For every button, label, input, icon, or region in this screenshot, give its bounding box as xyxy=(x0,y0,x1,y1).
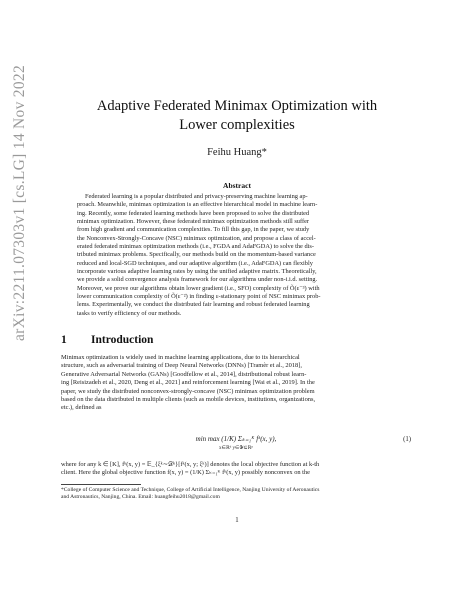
abstract-heading: Abstract xyxy=(223,181,251,190)
footnote-affiliation xyxy=(61,487,411,501)
author-name: Feihu Huang* xyxy=(207,147,267,158)
section-number: 1 xyxy=(61,334,67,346)
equation-1 xyxy=(61,431,411,455)
abstract-line: reduced and local-SGD techniques, and our adaptive algorithm (i.e., AdaFGDA) can flexibly xyxy=(77,259,313,267)
abstract-line: incorporate various adaptive learning rates by using the unified adaptive matrix. Theoretically, xyxy=(77,268,317,276)
abstract-line: the Nonconvex-Strongly-Concave (NSC) minimax optimization, and propose a class of accel- xyxy=(77,234,316,242)
abstract-line: ing. Recently, some federated learning methods have been proposed to solve the distributed xyxy=(77,209,310,217)
equation-expression xyxy=(61,435,411,451)
footnote-rule xyxy=(61,484,141,485)
abstract-text xyxy=(77,193,395,318)
introduction-paragraph xyxy=(61,354,411,413)
section-heading-introduction xyxy=(61,334,153,346)
footnote-line: *College of Computer Science and Technique, College of Artificial Intelligence, Nanjing University of Aeronautics xyxy=(61,487,320,493)
abstract-line: proach. Meanwhile, minimax optimization is an effective hierarchical model in machine learn- xyxy=(77,201,318,209)
equation-main: min max (1/K) Σₖ₌₁ᴷ fᵏ(x, y), xyxy=(195,435,277,443)
post-equation-paragraph xyxy=(61,461,411,478)
abstract-line: we provide a solid convergence analysis framework for our algorithms under non-i.i.d. setting. xyxy=(77,276,318,284)
equation-subscript: x∈ℝᵈ y∈𝒴⊆ℝᵖ xyxy=(218,446,254,451)
body-line: Minimax optimization is widely used in machine learning applications, due to its hierarchical xyxy=(61,354,300,361)
paper-title xyxy=(60,97,414,135)
abstract-line: tributed minimax problems. Specifically, our methods build on the momentum-based variance xyxy=(77,251,316,259)
abstract-line: tasks to verify efficiency of our methods. xyxy=(77,309,182,317)
body-line: where for any k ∈ [K], fᵏ(x, y) = 𝔼_{ξᵏ∼𝒟ᵏ}[fᵏ(x, y; ξᵏ)] denotes the local objective function at k-th xyxy=(61,461,320,468)
body-line: paper, we study the distributed nonconvex-strongly-concave (NSC) minimax optimization problem xyxy=(61,387,315,395)
title-line-1: Adaptive Federated Minimax Optimization with xyxy=(96,98,378,114)
body-line: ing [Reisizadeh et al., 2020, Deng et al., 2021] and reinforcement learning [Wai et al., 2019]. In the xyxy=(61,379,315,387)
body-line: structure, such as adversarial training of Deep Neural Networks (DNNs) [Tramèr et al., 2018], xyxy=(61,362,302,370)
abstract-line: minimax optimization. However, these federated minimax optimization methods still suffer xyxy=(77,218,310,226)
abstract-line: lower communication complexity of Õ(ε⁻²) in finding ε-stationary point of NSC minimax prob- xyxy=(77,293,321,301)
section-title: Introduction xyxy=(91,334,154,346)
abstract-line: Federated learning is a popular distributed and privacy-preserving machine learning ap- xyxy=(85,193,308,200)
abstract-line: lems. Experimentally, we conduct the distributed fair learning and robust federated learning xyxy=(77,301,310,309)
title-line-2: Lower complexities xyxy=(179,117,295,133)
arxiv-identifier-stamp: arXiv:2211.07303v1 [cs.LG] 14 Nov 2022 xyxy=(11,64,28,341)
equation-number: (1) xyxy=(403,436,411,443)
body-line: client. Here the global objective function f(x, y) = (1/K) Σₖ₌₁ᴷ fᵏ(x, y) possibly nonconvex on the xyxy=(61,469,310,477)
footnote-line: and Astronautics, Nanjing, China. Email: huangfeihu2018@gmail.com xyxy=(61,494,220,501)
body-line: etc.), defined as xyxy=(61,404,102,412)
page-number: 1 xyxy=(235,517,239,524)
abstract-line: from high gradient and communication complexities. To fill this gap, in the paper, we study xyxy=(77,226,310,234)
abstract-line: erated federated minimax optimization methods (i.e., FGDA and AdaFGDA) to solve the dis- xyxy=(77,243,314,251)
abstract-line: Moreover, we prove our algorithms obtain lower gradient (i.e., SFO) complexity of Õ(ε⁻³) with xyxy=(77,284,320,292)
body-line: based on the data distributed in multiple clients (such as mobile devices, institutions, organizations, xyxy=(61,396,316,404)
body-line: Generative Adversarial Networks (GANs) [Goodfellow et al., 2014], distributional robust learn- xyxy=(61,370,307,378)
